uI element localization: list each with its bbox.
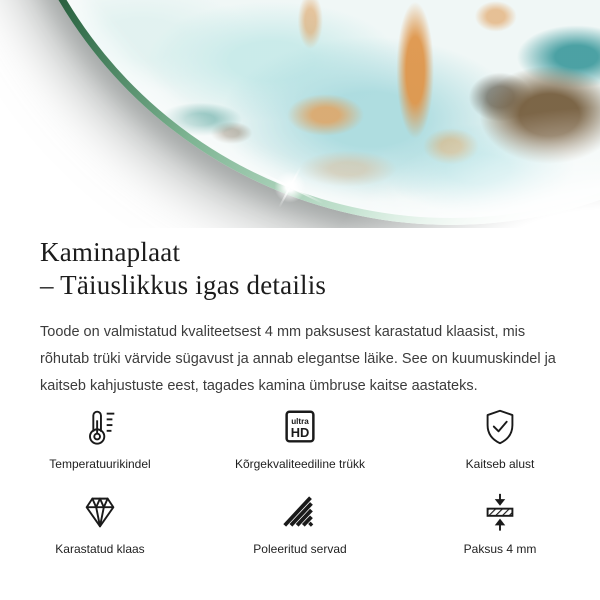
diamond-icon	[79, 491, 121, 533]
polished-edges-icon	[279, 491, 321, 533]
product-description: Toode on valmistatud kvaliteetsest 4 mm paksusest karastatud klaasist, mis rõhutab trüki värvide sügavust ja annab elegantse läike. See on kuumuskindel ja kaitseb kahjustuste eest, tagades kamina ümbruse kaitse aastateks.	[40, 324, 556, 394]
feature-protects-base	[400, 406, 600, 471]
feature-label: Karastatud klaas	[55, 542, 145, 556]
product-info-section	[0, 236, 600, 400]
feature-label: Poleeritud servad	[253, 542, 347, 556]
feature-temperature-resistant	[0, 406, 200, 471]
page-title	[40, 236, 560, 302]
thermometer-icon	[79, 406, 121, 448]
shield-check-icon	[479, 406, 521, 448]
heading-line-2: – Täiuslikkus igas detailis	[40, 270, 327, 300]
ultra-hd-icon	[279, 406, 321, 448]
feature-label: Paksus 4 mm	[463, 542, 537, 556]
ultra-text: ultra	[291, 417, 309, 427]
feature-label: Temperatuurikindel	[49, 457, 151, 471]
product-image	[0, 0, 600, 228]
heading-line-1: Kaminaplaat	[40, 237, 181, 267]
feature-high-quality-print	[200, 406, 400, 471]
features-grid	[0, 406, 600, 556]
feature-tempered-glass	[0, 491, 200, 556]
feature-thickness-4mm	[400, 491, 600, 556]
feature-polished-edges	[200, 491, 400, 556]
hd-text: HD	[290, 425, 310, 441]
feature-label: Kaitseb alust	[465, 457, 535, 471]
feature-label: Kõrgekvaliteediline trükk	[234, 457, 366, 471]
thickness-4mm-icon	[479, 491, 521, 533]
glass-marble-art	[3, 0, 600, 218]
